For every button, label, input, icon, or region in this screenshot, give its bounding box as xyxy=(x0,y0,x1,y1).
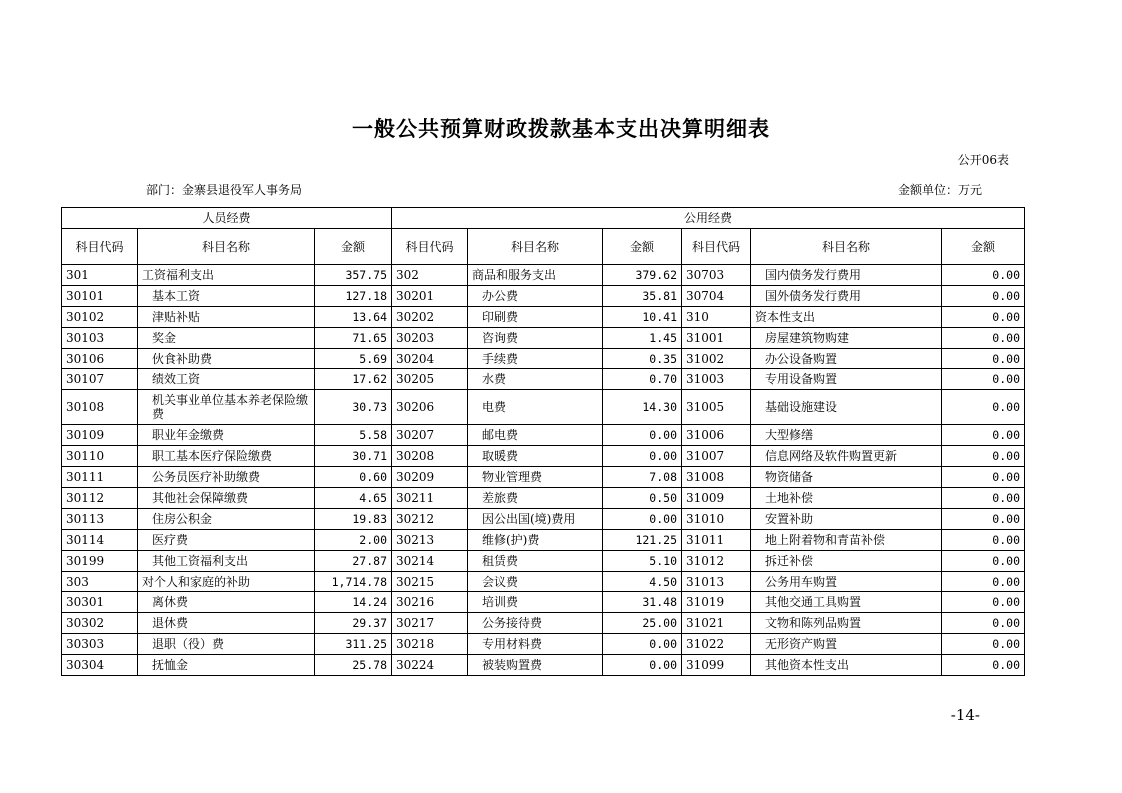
amount-cell: 0.70 xyxy=(603,369,682,390)
amount-cell: 4.65 xyxy=(315,488,392,509)
amount-cell: 14.24 xyxy=(315,592,392,613)
subject-code-cell: 30211 xyxy=(392,488,468,509)
subject-name-cell: 物业管理费 xyxy=(468,467,603,488)
subject-name-cell: 文物和陈列品购置 xyxy=(751,613,942,634)
amount-cell: 127.18 xyxy=(315,285,392,306)
header-code: 科目代码 xyxy=(682,229,751,265)
amount-cell: 0.00 xyxy=(603,508,682,529)
header-amount: 金额 xyxy=(315,229,392,265)
subject-code-cell: 30109 xyxy=(62,425,138,446)
subject-code-cell: 30213 xyxy=(392,529,468,550)
subject-code-cell: 30107 xyxy=(62,369,138,390)
subject-code-cell: 30202 xyxy=(392,306,468,327)
amount-cell: 25.78 xyxy=(315,655,392,676)
subject-name-cell: 会议费 xyxy=(468,571,603,592)
subject-code-cell: 31003 xyxy=(682,369,751,390)
amount-cell: 0.00 xyxy=(942,265,1025,286)
subject-code-cell: 30114 xyxy=(62,529,138,550)
subject-code-cell: 31010 xyxy=(682,508,751,529)
amount-cell: 30.73 xyxy=(315,390,392,425)
subject-name-cell: 被装购置费 xyxy=(468,655,603,676)
subject-name-cell: 工资福利支出 xyxy=(138,265,315,286)
amount-cell: 311.25 xyxy=(315,634,392,655)
subject-code-cell: 30703 xyxy=(682,265,751,286)
amount-cell: 35.81 xyxy=(603,285,682,306)
amount-cell: 0.00 xyxy=(603,634,682,655)
table-row xyxy=(62,592,1025,613)
subject-name-cell: 抚恤金 xyxy=(138,655,315,676)
amount-cell: 0.50 xyxy=(603,488,682,509)
amount-cell: 0.00 xyxy=(942,348,1025,369)
subject-name-cell: 办公设备购置 xyxy=(751,348,942,369)
table-row xyxy=(62,508,1025,529)
table-row xyxy=(62,265,1025,286)
subject-code-cell: 30215 xyxy=(392,571,468,592)
page-title: 一般公共预算财政拨款基本支出决算明细表 xyxy=(352,116,770,141)
amount-cell: 0.00 xyxy=(942,655,1025,676)
subject-name-cell: 房屋建筑物购建 xyxy=(751,327,942,348)
subject-code-cell: 30205 xyxy=(392,369,468,390)
subject-code-cell: 30108 xyxy=(62,390,138,425)
header-code: 科目代码 xyxy=(62,229,138,265)
subject-code-cell: 30303 xyxy=(62,634,138,655)
table-row xyxy=(62,634,1025,655)
subject-code-cell: 31007 xyxy=(682,446,751,467)
amount-cell: 1,714.78 xyxy=(315,571,392,592)
subject-name-cell: 基础设施建设 xyxy=(751,390,942,425)
subject-name-cell: 地上附着物和青苗补偿 xyxy=(751,529,942,550)
subject-name-cell: 国外债务发行费用 xyxy=(751,285,942,306)
subject-name-cell: 医疗费 xyxy=(138,529,315,550)
amount-cell: 31.48 xyxy=(603,592,682,613)
amount-cell: 0.00 xyxy=(942,390,1025,425)
subject-code-cell: 30199 xyxy=(62,550,138,571)
subject-code-cell: 310 xyxy=(682,306,751,327)
subject-name-cell: 邮电费 xyxy=(468,425,603,446)
subject-name-cell: 商品和服务支出 xyxy=(468,265,603,286)
table-row xyxy=(62,613,1025,634)
amount-unit-label: 金额单位：万元 xyxy=(897,183,982,197)
amount-cell: 29.37 xyxy=(315,613,392,634)
subject-code-cell: 31005 xyxy=(682,390,751,425)
subject-code-cell: 30218 xyxy=(392,634,468,655)
subject-code-cell: 31002 xyxy=(682,348,751,369)
subject-name-cell: 公务用车购置 xyxy=(751,571,942,592)
amount-cell: 71.65 xyxy=(315,327,392,348)
amount-cell: 10.41 xyxy=(603,306,682,327)
table-row xyxy=(62,327,1025,348)
amount-cell: 30.71 xyxy=(315,446,392,467)
amount-cell: 17.62 xyxy=(315,369,392,390)
amount-cell: 7.08 xyxy=(603,467,682,488)
subject-code-cell: 30207 xyxy=(392,425,468,446)
subject-code-cell: 30208 xyxy=(392,446,468,467)
amount-cell: 5.58 xyxy=(315,425,392,446)
subject-name-cell: 离休费 xyxy=(138,592,315,613)
subject-code-cell: 31099 xyxy=(682,655,751,676)
subject-code-cell: 31022 xyxy=(682,634,751,655)
subject-name-cell: 退休费 xyxy=(138,613,315,634)
subject-code-cell: 30216 xyxy=(392,592,468,613)
subject-code-cell: 31011 xyxy=(682,529,751,550)
subject-name-cell: 对个人和家庭的补助 xyxy=(138,571,315,592)
group-header-row xyxy=(62,208,1025,229)
header-name: 科目名称 xyxy=(468,229,603,265)
table-row xyxy=(62,467,1025,488)
table-row xyxy=(62,655,1025,676)
amount-cell: 0.00 xyxy=(942,467,1025,488)
amount-cell: 0.00 xyxy=(942,529,1025,550)
subject-name-cell: 取暖费 xyxy=(468,446,603,467)
amount-cell: 0.00 xyxy=(603,425,682,446)
subject-code-cell: 31013 xyxy=(682,571,751,592)
table-row xyxy=(62,348,1025,369)
subject-code-cell: 31001 xyxy=(682,327,751,348)
department-label: 部门：金寨县退役军人事务局 xyxy=(146,183,303,197)
subject-name-cell: 安置补助 xyxy=(751,508,942,529)
subject-name-cell: 因公出国(境)费用 xyxy=(468,508,603,529)
subject-name-cell: 国内债务发行费用 xyxy=(751,265,942,286)
subject-name-cell: 其他社会保障缴费 xyxy=(138,488,315,509)
subject-name-cell: 奖金 xyxy=(138,327,315,348)
table-row xyxy=(62,425,1025,446)
amount-cell: 0.00 xyxy=(942,508,1025,529)
subject-code-cell: 30214 xyxy=(392,550,468,571)
subject-code-cell: 30204 xyxy=(392,348,468,369)
amount-cell: 0.00 xyxy=(942,425,1025,446)
subject-name-cell: 绩效工资 xyxy=(138,369,315,390)
amount-cell: 25.00 xyxy=(603,613,682,634)
subject-code-cell: 30110 xyxy=(62,446,138,467)
amount-cell: 0.00 xyxy=(942,488,1025,509)
subject-name-cell: 其他工资福利支出 xyxy=(138,550,315,571)
subject-code-cell: 301 xyxy=(62,265,138,286)
table-row xyxy=(62,285,1025,306)
subject-name-cell: 大型修缮 xyxy=(751,425,942,446)
subject-name-cell: 印刷费 xyxy=(468,306,603,327)
form-number: 公开06表 xyxy=(957,153,1009,167)
subject-code-cell: 30704 xyxy=(682,285,751,306)
subject-code-cell: 30102 xyxy=(62,306,138,327)
subject-code-cell: 303 xyxy=(62,571,138,592)
amount-cell: 0.00 xyxy=(942,285,1025,306)
amount-cell: 14.30 xyxy=(603,390,682,425)
subject-name-cell: 办公费 xyxy=(468,285,603,306)
subject-code-cell: 30217 xyxy=(392,613,468,634)
subject-name-cell: 专用材料费 xyxy=(468,634,603,655)
subject-code-cell: 30302 xyxy=(62,613,138,634)
subject-code-cell: 30103 xyxy=(62,327,138,348)
header-name: 科目名称 xyxy=(751,229,942,265)
header-name: 科目名称 xyxy=(138,229,315,265)
page-number: -14- xyxy=(950,706,980,724)
subject-code-cell: 30209 xyxy=(392,467,468,488)
subject-name-cell: 资本性支出 xyxy=(751,306,942,327)
amount-cell: 1.45 xyxy=(603,327,682,348)
amount-cell: 0.60 xyxy=(315,467,392,488)
amount-cell: 0.00 xyxy=(942,327,1025,348)
subject-name-cell: 差旅费 xyxy=(468,488,603,509)
amount-cell: 379.62 xyxy=(603,265,682,286)
amount-cell: 19.83 xyxy=(315,508,392,529)
subject-name-cell: 职业年金缴费 xyxy=(138,425,315,446)
subject-name-cell: 无形资产购置 xyxy=(751,634,942,655)
subject-code-cell: 31009 xyxy=(682,488,751,509)
subject-code-cell: 302 xyxy=(392,265,468,286)
subject-code-cell: 30112 xyxy=(62,488,138,509)
amount-cell: 0.35 xyxy=(603,348,682,369)
subject-code-cell: 30106 xyxy=(62,348,138,369)
subject-code-cell: 30203 xyxy=(392,327,468,348)
amount-cell: 0.00 xyxy=(942,306,1025,327)
amount-cell: 13.64 xyxy=(315,306,392,327)
subject-name-cell: 维修(护)费 xyxy=(468,529,603,550)
amount-cell: 0.00 xyxy=(942,550,1025,571)
amount-cell: 0.00 xyxy=(942,446,1025,467)
subject-code-cell: 30201 xyxy=(392,285,468,306)
subject-code-cell: 31019 xyxy=(682,592,751,613)
subject-code-cell: 30304 xyxy=(62,655,138,676)
amount-cell: 0.00 xyxy=(942,613,1025,634)
table-row xyxy=(62,446,1025,467)
subject-name-cell: 培训费 xyxy=(468,592,603,613)
subject-name-cell: 电费 xyxy=(468,390,603,425)
subject-name-cell: 公务员医疗补助缴费 xyxy=(138,467,315,488)
subject-code-cell: 30111 xyxy=(62,467,138,488)
subject-code-cell: 31008 xyxy=(682,467,751,488)
amount-cell: 5.10 xyxy=(603,550,682,571)
subject-code-cell: 31012 xyxy=(682,550,751,571)
amount-cell: 121.25 xyxy=(603,529,682,550)
amount-cell: 357.75 xyxy=(315,265,392,286)
subject-name-cell: 租赁费 xyxy=(468,550,603,571)
subject-name-cell: 拆迁补偿 xyxy=(751,550,942,571)
amount-cell: 2.00 xyxy=(315,529,392,550)
expenditure-table xyxy=(61,207,1025,676)
subject-code-cell: 30301 xyxy=(62,592,138,613)
table-row xyxy=(62,390,1025,425)
amount-cell: 0.00 xyxy=(603,446,682,467)
subject-name-cell: 专用设备购置 xyxy=(751,369,942,390)
subject-name-cell: 职工基本医疗保险缴费 xyxy=(138,446,315,467)
subject-name-cell: 公务接待费 xyxy=(468,613,603,634)
subject-name-cell: 水费 xyxy=(468,369,603,390)
header-amount: 金额 xyxy=(942,229,1025,265)
table-row xyxy=(62,306,1025,327)
header-code: 科目代码 xyxy=(392,229,468,265)
amount-cell: 0.00 xyxy=(942,634,1025,655)
subject-name-cell: 其他交通工具购置 xyxy=(751,592,942,613)
subject-code-cell: 30101 xyxy=(62,285,138,306)
subject-code-cell: 30206 xyxy=(392,390,468,425)
subject-name-cell: 机关事业单位基本养老保险缴费 xyxy=(138,390,315,425)
table-row xyxy=(62,488,1025,509)
amount-cell: 0.00 xyxy=(942,592,1025,613)
subject-name-cell: 基本工资 xyxy=(138,285,315,306)
amount-cell: 0.00 xyxy=(603,655,682,676)
table-row xyxy=(62,550,1025,571)
amount-cell: 5.69 xyxy=(315,348,392,369)
subject-name-cell: 住房公积金 xyxy=(138,508,315,529)
table-row xyxy=(62,571,1025,592)
subject-name-cell: 退职（役）费 xyxy=(138,634,315,655)
subject-name-cell: 物资储备 xyxy=(751,467,942,488)
column-header-row xyxy=(62,229,1025,265)
amount-cell: 0.00 xyxy=(942,369,1025,390)
subject-name-cell: 伙食补助费 xyxy=(138,348,315,369)
subject-code-cell: 30113 xyxy=(62,508,138,529)
table-row xyxy=(62,529,1025,550)
group-personnel: 人员经费 xyxy=(62,208,392,229)
amount-cell: 27.87 xyxy=(315,550,392,571)
subject-name-cell: 土地补偿 xyxy=(751,488,942,509)
subject-code-cell: 31006 xyxy=(682,425,751,446)
subject-code-cell: 30224 xyxy=(392,655,468,676)
subject-name-cell: 咨询费 xyxy=(468,327,603,348)
subject-code-cell: 30212 xyxy=(392,508,468,529)
subject-name-cell: 手续费 xyxy=(468,348,603,369)
subject-name-cell: 其他资本性支出 xyxy=(751,655,942,676)
amount-cell: 4.50 xyxy=(603,571,682,592)
subject-name-cell: 津贴补贴 xyxy=(138,306,315,327)
group-public: 公用经费 xyxy=(392,208,1025,229)
table-row xyxy=(62,369,1025,390)
header-amount: 金额 xyxy=(603,229,682,265)
amount-cell: 0.00 xyxy=(942,571,1025,592)
subject-name-cell: 信息网络及软件购置更新 xyxy=(751,446,942,467)
subject-code-cell: 31021 xyxy=(682,613,751,634)
